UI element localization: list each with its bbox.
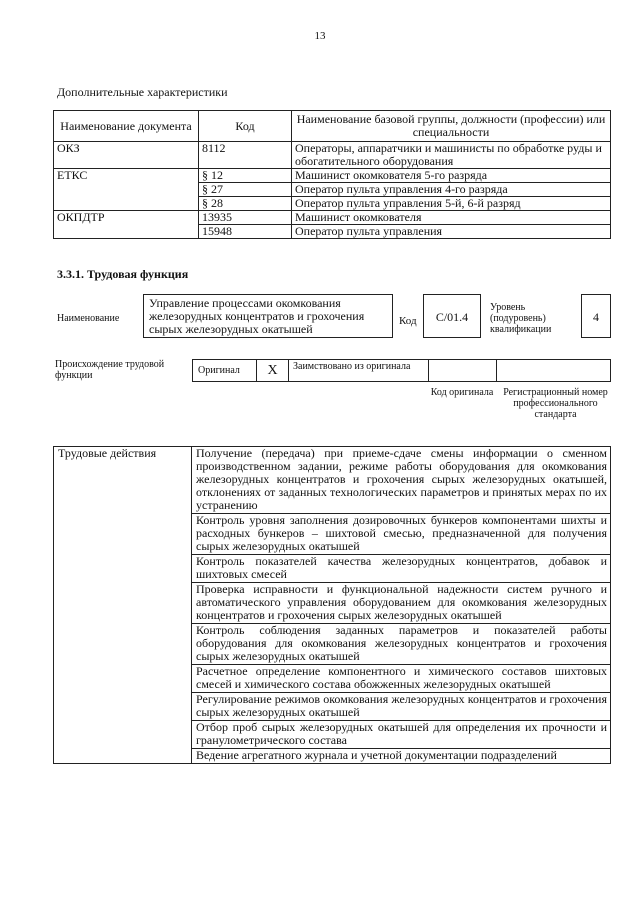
row-doc [54,197,199,211]
table-row [54,183,611,197]
row-code: § 12 [199,169,292,183]
additional-heading: Дополнительные характеристики [57,85,228,99]
original-cell [192,359,256,382]
row-name: Оператор пульта управления 4-го разряда [292,183,611,197]
reg-number-cell [496,359,611,382]
actions-label: Трудовые действия [54,447,192,764]
row-code: 8112 [199,142,292,169]
table-row [54,169,611,183]
row-name: Операторы, аппаратчики и машинисты по обработке руды и обогатительного оборудования [292,142,611,169]
level-label: Уровень (подуровень) квалификации [490,302,552,335]
origin-label: Происхождение трудовой функции [55,359,165,381]
table-row [54,225,611,239]
row-code: § 28 [199,197,292,211]
row-doc: ОКПДТР [54,211,199,225]
action-item: Контроль уровня заполнения дозировочных бункеров компонентами шихты и расходных бункеров – шихтовой смесью, предназначенной для получения сырых железорудных окатышей [192,514,611,555]
action-item: Контроль показателей качества железорудных концентратов, добавок и шихтовых смесей [192,555,611,583]
original-code-cell [428,359,496,382]
row-code: 15948 [199,225,292,239]
table-row [54,211,611,225]
code-original-label: Код оригинала [430,387,494,398]
page-number: 13 [314,30,326,42]
action-item: Контроль соблюдения заданных параметров и показателей работы оборудования для окомкования железорудных концентратов и грохочения сырых железорудных окатышей [192,624,611,665]
additional-table [53,110,611,239]
reg-number-label: Регистрационный номер профессионального стандарта [503,387,608,420]
action-item: Регулирование режимов окомкования железорудных концентратов и грохочения сырых железорудных окатышей [192,693,611,721]
origin-row [192,359,611,382]
function-name-box: Управление процессами окомкования железорудных концентратов и грохочения сырых железорудных окатышей [143,294,393,338]
row-doc [54,183,199,197]
row-doc: ОКЗ [54,142,199,169]
table-row [54,197,611,211]
original-mark: X [256,359,288,382]
function-name-label: Наименование [57,313,120,324]
row-name: Машинист окомкователя [292,211,611,225]
table-header-row [54,111,611,142]
row-name: Оператор пульта управления 5-й, 6-й разряд [292,197,611,211]
borrowed-label: Заимствовано из оригинала [288,359,428,382]
row-doc: ЕТКС [54,169,199,183]
table-row [54,447,611,514]
row-code: 13935 [199,211,292,225]
row-name: Оператор пульта управления [292,225,611,239]
original-label: Оригинал [198,365,240,376]
header-code: Код [199,111,292,142]
row-code: § 27 [199,183,292,197]
action-item: Отбор проб сырых железорудных окатышей для определения их прочности и гранулометрического состава [192,721,611,749]
function-code-box: С/01.4 [423,294,481,338]
function-code-label: Код [399,315,417,327]
table-row [54,142,611,169]
header-group-name: Наименование базовой группы, должности (профессии) или специальности [292,111,611,142]
section-title: 3.3.1. Трудовая функция [57,267,189,281]
row-doc [54,225,199,239]
header-doc-name: Наименование документа [54,111,199,142]
action-item: Проверка исправности и функциональной надежности систем ручного и автоматического управления оборудованием для окомкования железорудных концентратов и грохочения сырых железорудных окатышей [192,583,611,624]
row-name: Машинист окомкователя 5-го разряда [292,169,611,183]
actions-table [53,446,611,764]
level-box: 4 [581,294,611,338]
action-item: Расчетное определение компонентного и химического составов шихтовых смесей и химического состава обожженных железорудных окатышей [192,665,611,693]
action-item: Получение (передача) при приеме-сдаче смены информации о сменном производственном задании, режиме работы оборудования для окомкования железорудных концентратов и грохочения сырых железорудных окатышей, отклонениях от заданных технологических параметров и принятых мерах по их устранению [192,447,611,514]
action-item: Ведение агрегатного журнала и учетной документации подразделений [192,749,611,764]
